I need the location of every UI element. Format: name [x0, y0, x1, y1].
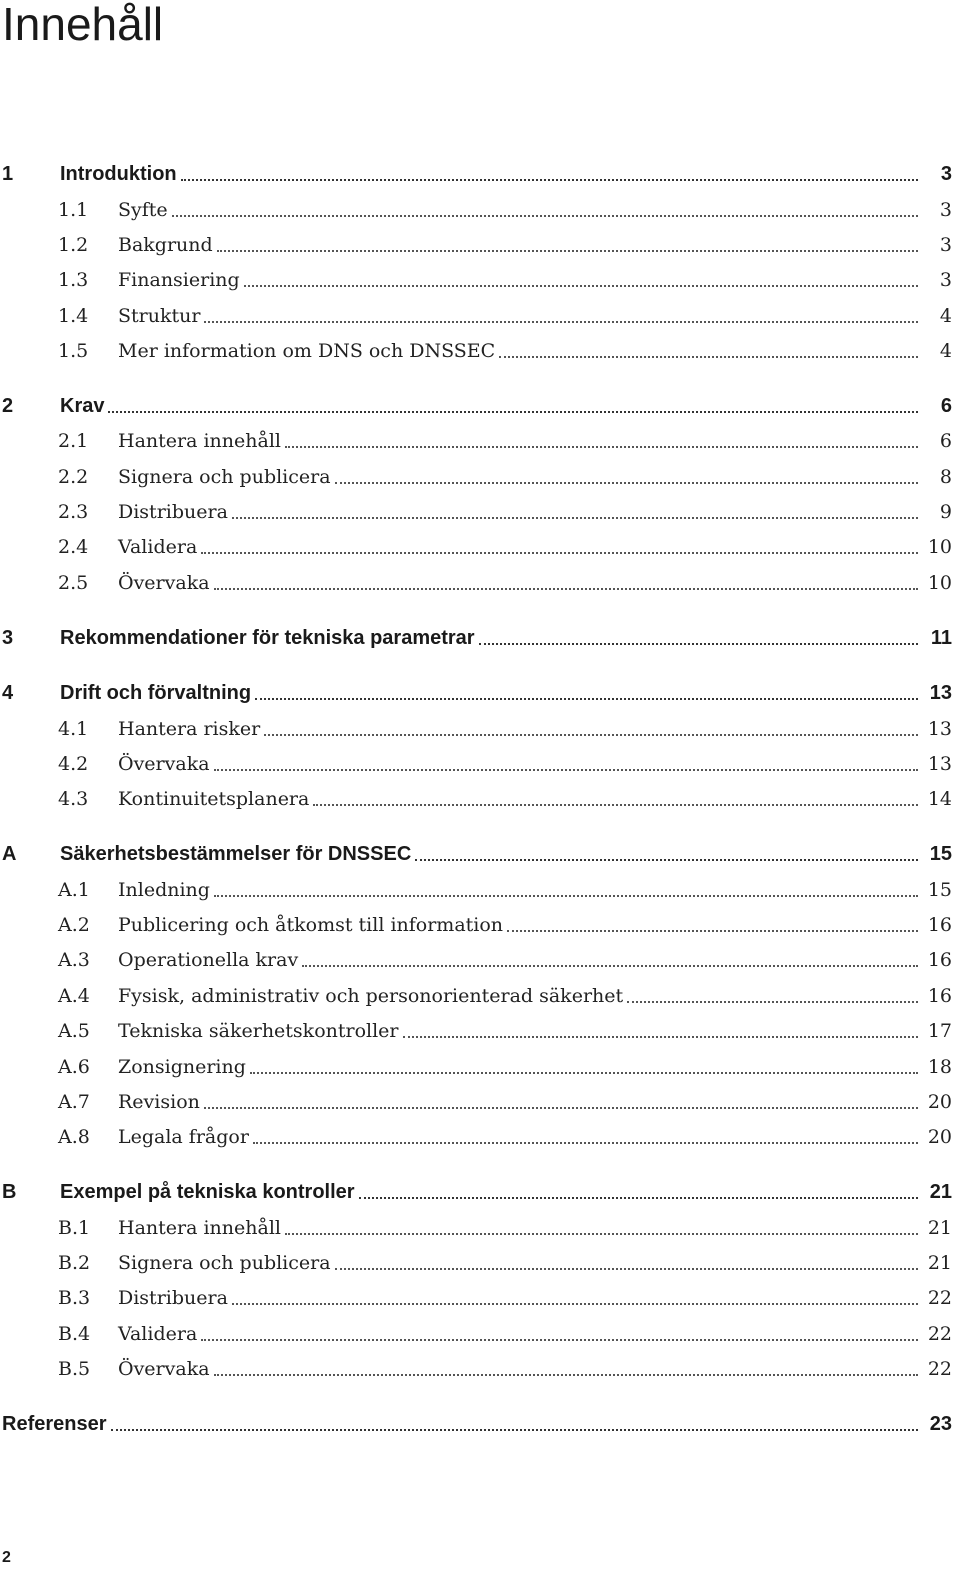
toc-section-entry[interactable]: [0, 1050, 952, 1080]
toc-section-entry[interactable]: [0, 228, 952, 258]
toc-entry-number: 2.4: [58, 536, 89, 558]
toc-entry-title: Referenser: [2, 1413, 107, 1435]
toc-entry-title: Drift och förvaltning: [60, 682, 252, 704]
dot-leader: [181, 179, 918, 181]
toc-entry-page: 20: [927, 1126, 952, 1148]
toc-entry-page: 10: [927, 536, 952, 558]
toc-entry-title: Validera: [118, 536, 198, 558]
toc-entry-title: Syfte: [118, 199, 168, 221]
dot-leader: [335, 1268, 918, 1270]
toc-section-entry[interactable]: [0, 712, 952, 742]
toc-section-entry[interactable]: [0, 873, 952, 903]
toc-entry-title: Hantera innehåll: [118, 430, 281, 452]
dot-leader: [201, 552, 918, 554]
toc-entry-page: 10: [927, 572, 952, 594]
toc-entry-page: 16: [927, 949, 952, 971]
toc-entry-number: 1.1: [58, 199, 89, 221]
dot-leader: [415, 859, 918, 861]
toc-entry-page: 4: [939, 305, 952, 327]
page-number: 2: [2, 1549, 11, 1566]
toc-entry-title: Legala frågor: [118, 1126, 249, 1148]
toc-entry-number: B.3: [58, 1287, 91, 1309]
dot-leader: [214, 769, 918, 771]
toc-section-entry[interactable]: [0, 908, 952, 938]
dot-leader: [285, 446, 918, 448]
toc-entry-number: B.4: [58, 1323, 91, 1345]
toc-entry-number: A.1: [58, 879, 90, 901]
toc-entry-number: 1.2: [58, 234, 89, 256]
toc-entry-title: Inledning: [118, 879, 210, 901]
dot-leader: [214, 588, 918, 590]
toc-entry-title: Övervaka: [118, 753, 210, 775]
toc-entry-number: 1: [2, 163, 14, 185]
toc-entry-page: 11: [930, 627, 952, 649]
toc-chapter-entry[interactable]: [0, 157, 952, 187]
toc-entry-number: 2.1: [58, 430, 89, 452]
toc-entry-title: Mer information om DNS och DNSSEC: [118, 340, 496, 362]
toc-section-entry[interactable]: [0, 1085, 952, 1115]
toc-entry-number: A.3: [58, 949, 90, 971]
toc-chapter-entry[interactable]: [0, 1407, 952, 1437]
toc-section-entry[interactable]: [0, 1211, 952, 1241]
toc-entry-title: Bakgrund: [118, 234, 213, 256]
dot-leader: [108, 411, 918, 413]
toc-entry-title: Validera: [118, 1323, 198, 1345]
toc-entry-page: 15: [927, 879, 952, 901]
toc-section-entry[interactable]: [0, 1246, 952, 1276]
dot-leader: [232, 1303, 918, 1305]
toc-entry-title: Fysisk, administrativ och personorienterad säkerhet: [118, 985, 624, 1007]
dot-leader: [111, 1429, 918, 1431]
toc-entry-page: 13: [929, 682, 952, 704]
dot-leader: [204, 1107, 918, 1109]
toc-entry-page: 17: [927, 1020, 952, 1042]
toc-entry-title: Exempel på tekniska kontroller: [60, 1181, 355, 1203]
toc-section-entry[interactable]: [0, 424, 952, 454]
dot-leader: [217, 250, 918, 252]
toc-entry-page: 22: [927, 1323, 952, 1345]
toc-entry-title: Distribuera: [118, 1287, 228, 1309]
toc-entry-number: A.2: [58, 914, 90, 936]
toc-section-entry[interactable]: [0, 979, 952, 1009]
toc-entry-number: B.5: [58, 1358, 91, 1380]
toc-entry-page: 6: [939, 430, 952, 452]
toc-entry-number: A.5: [58, 1020, 90, 1042]
toc-entry-page: 3: [939, 269, 952, 291]
dot-leader: [201, 1339, 918, 1341]
toc-entry-page: 13: [927, 753, 952, 775]
toc-entry-title: Tekniska säkerhetskontroller: [118, 1020, 399, 1042]
toc-section-entry[interactable]: [0, 460, 952, 490]
dot-leader: [403, 1036, 918, 1038]
toc-entry-number: 1.3: [58, 269, 89, 291]
toc-entry-page: 3: [940, 163, 952, 185]
toc-entry-title: Operationella krav: [118, 949, 299, 971]
toc-entry-number: B: [2, 1181, 17, 1203]
dot-leader: [232, 517, 918, 519]
toc-entry-title: Rekommendationer för tekniska parametrar: [60, 627, 475, 649]
toc-section-entry[interactable]: [0, 782, 952, 812]
page-title: Innehåll: [2, 0, 164, 50]
toc-section-entry[interactable]: [0, 299, 952, 329]
dot-leader: [285, 1233, 918, 1235]
toc-section-entry[interactable]: [0, 1317, 952, 1347]
toc-entry-page: 3: [939, 234, 952, 256]
toc-entry-number: 3: [2, 627, 14, 649]
toc-entry-title: Publicering och åtkomst till information: [118, 914, 504, 936]
toc-chapter-entry[interactable]: [0, 621, 952, 651]
toc-entry-number: A.8: [58, 1126, 90, 1148]
toc-entry-page: 16: [927, 914, 952, 936]
toc-entry-number: 1.5: [58, 340, 89, 362]
dot-leader: [302, 965, 918, 967]
toc-section-entry[interactable]: [0, 1352, 952, 1382]
dot-leader: [214, 895, 918, 897]
dot-leader: [507, 930, 918, 932]
toc-entry-title: Övervaka: [118, 572, 210, 594]
toc-section-entry[interactable]: [0, 747, 952, 777]
toc-entry-page: 21: [929, 1181, 952, 1203]
toc-entry-title: Signera och publicera: [118, 1252, 331, 1274]
toc-chapter-entry[interactable]: [0, 1175, 952, 1205]
toc-section-entry[interactable]: [0, 943, 952, 973]
toc-section-entry[interactable]: [0, 1120, 952, 1150]
toc-entry-title: Finansiering: [118, 269, 240, 291]
dot-leader: [214, 1374, 918, 1376]
toc-entry-page: 18: [927, 1056, 952, 1078]
toc-entry-number: 2.5: [58, 572, 89, 594]
toc-entry-number: B.2: [58, 1252, 91, 1274]
toc-entry-number: 4.3: [58, 788, 89, 810]
toc-entry-number: 2.2: [58, 466, 89, 488]
toc-entry-page: 14: [927, 788, 952, 810]
toc-entry-number: A.7: [58, 1091, 90, 1113]
toc-entry-page: 20: [927, 1091, 952, 1113]
toc-section-entry[interactable]: [0, 530, 952, 560]
toc-entry-title: Säkerhetsbestämmelser för DNSSEC: [60, 843, 412, 865]
toc-entry-number: 1.4: [58, 305, 89, 327]
toc-entry-number: 4.1: [58, 718, 89, 740]
toc-entry-page: 3: [939, 199, 952, 221]
toc-entry-number: 2.3: [58, 501, 89, 523]
toc-entry-page: 21: [927, 1252, 952, 1274]
dot-leader: [250, 1072, 918, 1074]
dot-leader: [499, 356, 918, 358]
toc-section-entry[interactable]: [0, 1014, 952, 1044]
toc-entry-number: B.1: [58, 1217, 91, 1239]
toc-section-entry[interactable]: [0, 334, 952, 364]
toc-section-entry[interactable]: [0, 1281, 952, 1311]
toc-entry-number: 4: [2, 682, 14, 704]
toc-section-entry[interactable]: [0, 495, 952, 525]
dot-leader: [255, 698, 918, 700]
dot-leader: [359, 1197, 918, 1199]
toc-entry-number: 4.2: [58, 753, 89, 775]
toc-entry-number: A.4: [58, 985, 90, 1007]
toc-entry-page: 22: [927, 1358, 952, 1380]
toc-entry-title: Krav: [60, 395, 105, 417]
toc-entry-page: 6: [940, 395, 952, 417]
toc-entry-page: 23: [929, 1413, 952, 1435]
toc-entry-title: Revision: [118, 1091, 200, 1113]
toc-entry-title: Kontinuitetsplanera: [118, 788, 310, 810]
toc-entry-title: Distribuera: [118, 501, 228, 523]
toc-entry-number: 2: [2, 395, 14, 417]
toc-entry-page: 15: [929, 843, 952, 865]
toc-entry-page: 4: [939, 340, 952, 362]
toc-entry-number: A: [2, 843, 17, 865]
toc-entry-page: 21: [927, 1217, 952, 1239]
toc-entry-page: 8: [939, 466, 952, 488]
toc-entry-page: 9: [939, 501, 952, 523]
toc-section-entry[interactable]: [0, 263, 952, 293]
toc-entry-title: Introduktion: [60, 163, 177, 185]
toc-entry-page: 13: [927, 718, 952, 740]
toc-entry-title: Hantera innehåll: [118, 1217, 281, 1239]
toc-entry-page: 22: [927, 1287, 952, 1309]
dot-leader: [204, 321, 918, 323]
toc-chapter-entry[interactable]: [0, 676, 952, 706]
dot-leader: [244, 285, 918, 287]
dot-leader: [264, 734, 918, 736]
toc-entry-title: Struktur: [118, 305, 201, 327]
toc-entry-title: Signera och publicera: [118, 466, 331, 488]
toc-entry-title: Övervaka: [118, 1358, 210, 1380]
dot-leader: [253, 1142, 918, 1144]
dot-leader: [172, 215, 918, 217]
toc-section-entry[interactable]: [0, 566, 952, 596]
dot-leader: [479, 643, 918, 645]
dot-leader: [335, 482, 918, 484]
dot-leader: [627, 1001, 918, 1003]
toc-entry-title: Zonsignering: [118, 1056, 246, 1078]
toc-entry-title: Hantera risker: [118, 718, 261, 740]
toc-entry-number: A.6: [58, 1056, 90, 1078]
toc-section-entry[interactable]: [0, 193, 952, 223]
toc-chapter-entry[interactable]: [0, 837, 952, 867]
dot-leader: [313, 804, 917, 806]
toc-chapter-entry[interactable]: [0, 389, 952, 419]
toc-entry-page: 16: [927, 985, 952, 1007]
